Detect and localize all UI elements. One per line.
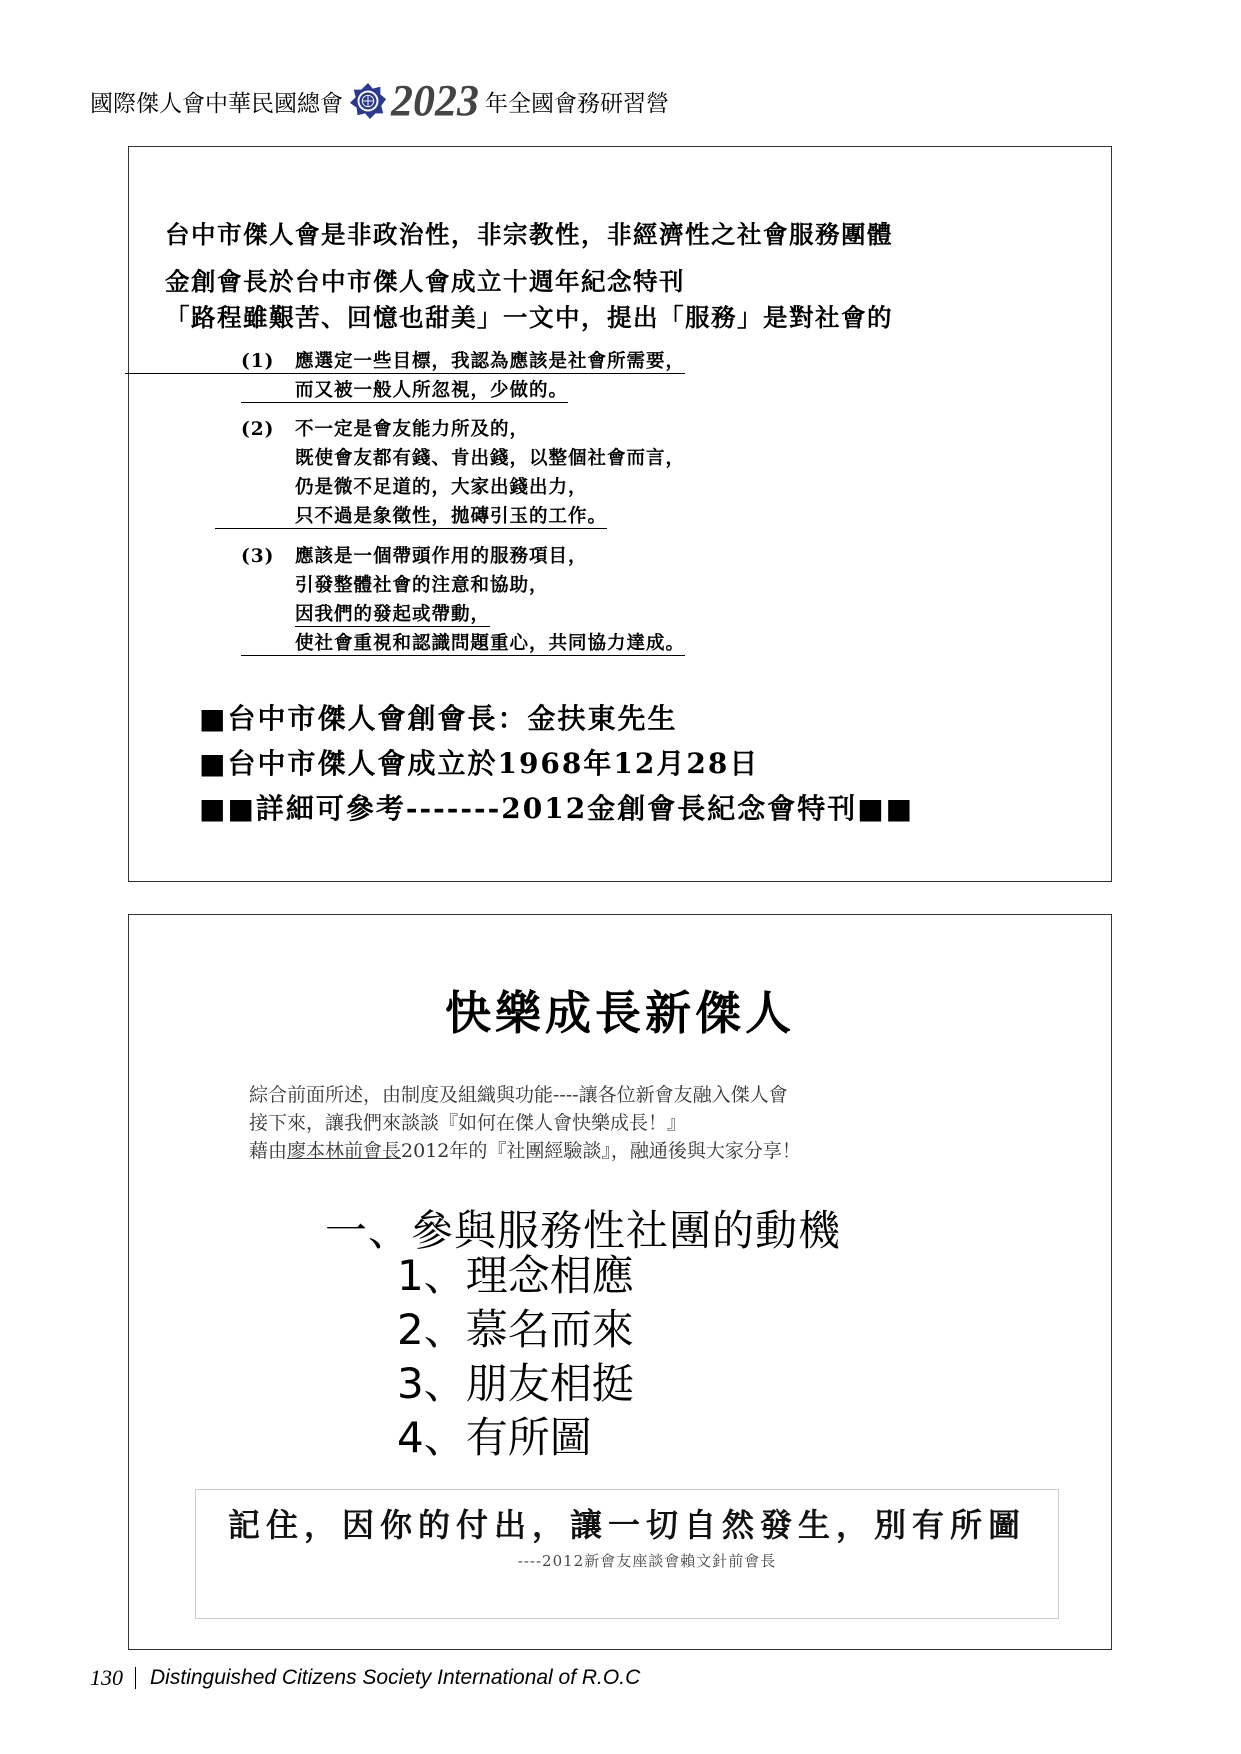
item-line: 不一定是會友能力所及的， (295, 419, 530, 440)
society-name: Distinguished Citizens Society International of R.O.C (150, 1666, 641, 1689)
slide1-line2: 金創會長於台中市傑人會成立十週年紀念特刊 (165, 267, 685, 296)
motivation-list (397, 1249, 634, 1465)
event-name: 年全國會務研習營 (485, 90, 669, 117)
event-year: 2023 (391, 76, 479, 125)
item-line: 既使會友都有錢、肯出錢，以整個社會而言， (295, 448, 686, 469)
item-line: 仍是微不足道的，大家出錢出力， (295, 477, 588, 498)
slide2-title: 快樂成長新傑人 (445, 986, 795, 1040)
item-line: 因我們的發起或帶動， (295, 604, 491, 625)
intro-line-1: 綜合前面所述，由制度及組織與功能----讓各位新會友融入傑人會 (249, 1084, 788, 1106)
list-item: 1、理念相應 (397, 1251, 634, 1300)
item-number: (3) (241, 546, 275, 567)
founding-date-note: ■台中市傑人會成立於1968年12月28日 (199, 747, 760, 780)
service-item-3 (241, 542, 686, 658)
quote-attribution: ----2012新會友座談會賴文針前會長 (517, 1552, 777, 1570)
speaker-name: 廖本林前會長 (287, 1140, 402, 1162)
item-number: (2) (241, 419, 275, 440)
org-name: 國際傑人會中華民國總會 (90, 90, 343, 117)
quote-text: 記住，因你的付出，讓一切自然發生，別有所圖 (227, 1506, 1026, 1544)
item-line: 應選定一些目標，我認為應該是社會所需要， (295, 347, 685, 376)
item-number: (1) (241, 351, 275, 372)
founder-note: ■台中市傑人會創會長：金扶東先生 (199, 702, 678, 735)
quote-box (195, 1489, 1059, 1619)
list-item: 2、慕名而來 (397, 1305, 634, 1354)
page-number: 130 (90, 1665, 123, 1690)
item-line: 使社會重視和認識問題重心，共同協力達成。 (295, 629, 685, 658)
list-item: 3、朋友相挺 (397, 1359, 634, 1408)
item-line: 只不過是象徵性，拋磚引玉的工作。 (295, 502, 685, 531)
ddci-logo-icon (349, 82, 387, 120)
item-line: 而又被一般人所忽視，少做的。 (241, 376, 631, 405)
slide-happy-growth (128, 914, 1112, 1650)
item-line: 引發整體社會的注意和協助， (295, 575, 549, 596)
service-item-2 (241, 415, 686, 531)
slide-history (128, 146, 1112, 882)
motivation-heading: 一、參與服務性社團的動機 (325, 1206, 842, 1255)
intro-line-3: 藉由廖本林前會長2012年的『社團經驗談』，融通後與大家分享！ (249, 1140, 801, 1162)
slide1-line3: 「路程雖艱苦、回憶也甜美」一文中，提出「服務」是對社會的 (165, 303, 893, 332)
service-item-1 (241, 347, 686, 405)
page-footer (90, 1665, 640, 1691)
footer-divider (135, 1667, 136, 1689)
list-item: 4、有所圖 (397, 1413, 592, 1462)
item-line: 應該是一個帶頭作用的服務項目， (295, 546, 588, 567)
page-header (90, 76, 669, 126)
reference-note: ■■詳細可參考-------2012金創會長紀念會特刊■■ (199, 792, 915, 825)
slide1-line1: 台中市傑人會是非政治性，非宗教性，非經濟性之社會服務團體 (165, 220, 893, 249)
intro-line-2: 接下來，讓我們來談談『如何在傑人會快樂成長！』 (249, 1112, 687, 1134)
slide2-intro (249, 1081, 801, 1165)
